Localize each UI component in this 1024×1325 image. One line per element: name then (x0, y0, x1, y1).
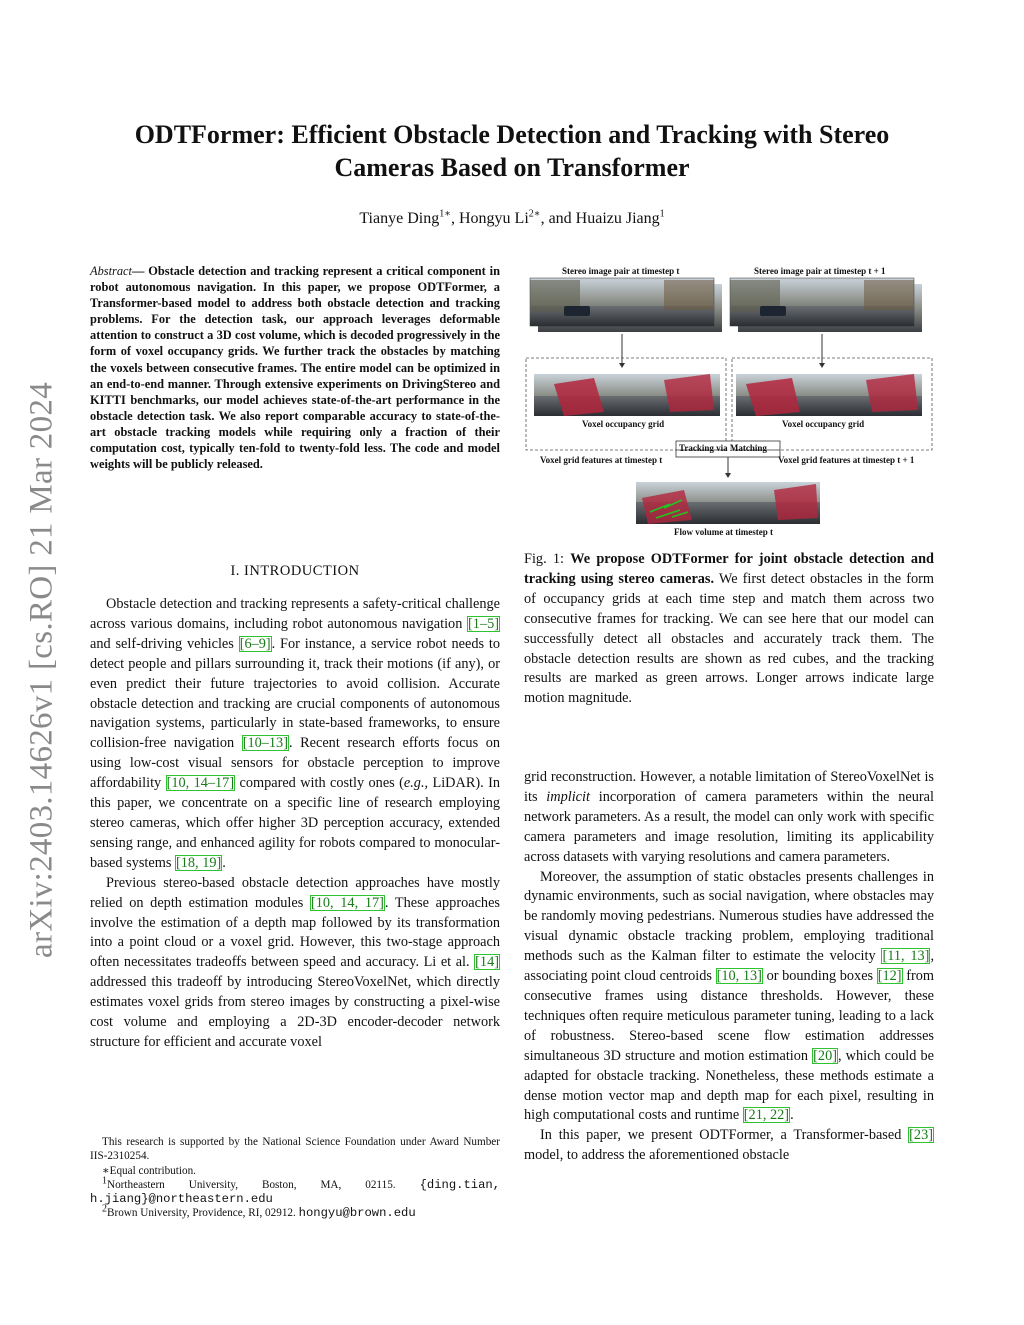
email-link[interactable]: {ding.tian, h.jiang}@northeastern.edu (90, 1177, 501, 1207)
occupancy-grid-right-image (736, 374, 922, 416)
paper-title: ODTFormer: Efficient Obstacle Detection and Tracking with Stereo Cameras Based on Transformer (134, 120, 890, 182)
citation-link[interactable]: [21, 22] (743, 1107, 790, 1124)
figure-label-occ-right: Voxel occupancy grid (782, 419, 865, 429)
email-link[interactable]: hongyu@brown.edu (298, 1206, 416, 1221)
citation-link[interactable]: [6–9] (239, 635, 271, 652)
intro-paragraph-2: Previous stereo-based obstacle detection approaches have mostly relied on depth estimation modules [10, 14, 17]. These approaches involve the estimation of a depth map followed by its transformation into a point cloud or a voxel grid. However, this two-stage approach often necessitates tradeoffs between speed and accuracy. Li et al. [14] addressed this tradeoff by introducing StereoVoxelNet, which directly estimates voxel grids from stereo images by constructing a pixel-wise cost volume and employing a 2D-3D encoder-decoder network structure for efficient and accurate voxel (90, 874, 500, 1050)
right-column-body (524, 768, 934, 1166)
footnote-equal: ∗Equal contribution. (102, 1164, 196, 1177)
occupancy-grid-left-image (534, 374, 720, 416)
figure-label-occ-left: Voxel occupancy grid (582, 419, 665, 429)
citation-link[interactable]: [10–13] (242, 735, 288, 752)
stereo-pair-right-image (730, 278, 922, 332)
footnote-affil-2: $^2$Brown University, Providence, RI, 02912. hongyu@brown.edu (102, 1203, 416, 1221)
citation-link[interactable]: [1–5] (468, 615, 499, 632)
author-list: Tianye Ding$^{1∗}$, Hongyu $Li^{2∗}$, and Huaizu Jiang$^1$ (359, 208, 665, 227)
author-1: Tianye Ding (359, 210, 440, 227)
figure-label-left-pair: Stereo image pair at timestep t (562, 266, 680, 276)
intro-paragraph-1: Obstacle detection and tracking represents a safety-critical challenge across various domains, including robot autonomous navigation [1–5] and self-driving vehicles [6–9]. For instance, a service robot needs to detect people and pillars surrounding it, track their motions (if any), or even predict their future trajectories to avoid collision. Accurate obstacle detection and tracking are crucial components of autonomous navigation systems, particularly in state-based frameworks, to ensure collision-free navigation [10–13]. Recent research efforts focus on using low-cost visual sensors for obstacle perception to improve affordability [10, 14–17] compared with costly ones (e.g., LiDAR). In this paper, we concentrate on a specific line of research employing stereo cameras, which offer higher 3D perception accuracy, extended sensing range, and enhanced agility for robots compared to monocular-based systems [18, 19]. (90, 596, 500, 871)
section-heading-introduction: I. INTRODUCTION (230, 563, 360, 579)
citation-link[interactable]: [23] (909, 1127, 933, 1144)
right-paragraph-1: grid reconstruction. However, a notable limitation of StereoVoxelNet is its implicit incorporation of camera parameters within the neural network parameters. As a result, the model can only work with specific camera parameters and image resolution, limiting its applicability across datasets with varying resolutions and camera parameters. (524, 769, 934, 865)
citation-link[interactable]: [12] (877, 968, 902, 985)
figure-label-flow: Flow volume at timestep t (674, 527, 773, 537)
stereo-pair-left-image (530, 278, 722, 332)
arxiv-identifier (12, 360, 72, 980)
figure-label-feat-right: Voxel grid features at timestep t + 1 (778, 455, 915, 465)
right-paragraph-3: In this paper, we present ODTFormer, a Transformer-based [23] model, to address the aforementioned obstacle (524, 1127, 933, 1164)
citation-link[interactable]: [11, 13] (882, 948, 930, 965)
figure-label-feat-left: Voxel grid features at timestep t (540, 455, 663, 465)
citation-link[interactable]: [14] (475, 954, 499, 971)
figure-diagram (524, 262, 934, 530)
citation-link[interactable]: [10, 14, 17] (310, 894, 384, 911)
right-paragraph-2: Moreover, the assumption of static obstacles presents challenges in dynamic environments, such as social navigation, where obstacles may be randomly moving pedestrians. Numerous studies have addressed the visual dynamic obstacle tracking problem, employing traditional methods such as the Kalman filter to estimate the velocity [11, 13], associating point cloud centroids [10, 13] or bounding boxes [12] from consecutive frames using distance thresholds. However, these techniques often require meticulous parameter tuning, leading to a lack of robustness. Stereo-based scene flow estimation addresses simultaneous 3D structure and motion estimation [20], which could be adapted for obstacle tracking. Nonetheless, these methods estimate a dense motion vector map and depth map for each pixel, resulting in high computational costs and runtime [21, 22]. (524, 868, 935, 1124)
figure-caption: Fig. 1: We propose ODTFormer for joint obstacle detection and tracking using stereo cameras. We first detect obstacles in the form of occupancy grids at each time step and match them across two consecutive frames for tracking. We can see here that our model can successfully detect all obstacles and accurately track them. The obstacle detection results are shown as red cubes, and the tracking results are marked as green arrows. Longer arrows indicate large motion magnitude. (524, 551, 934, 707)
footnote-affil-1: $^1$Northeastern University, Boston, MA, 02115. {ding.tian, h.jiang}@northeastern.edu (90, 1175, 501, 1207)
arxiv-id-text: arXiv:2403.14626v1 [cs.RO] 21 Mar 2024 (23, 382, 60, 958)
citation-link[interactable]: [18, 19] (175, 854, 222, 871)
figure-1 (524, 262, 934, 537)
citation-link[interactable]: [10, 13] (716, 968, 762, 985)
footnote-funding: This research is supported by the National Science Foundation under Award Number IIS-2310254. (90, 1136, 500, 1163)
author-2-affil: 2∗ (528, 208, 541, 220)
abstract-label: Abstract (90, 264, 132, 278)
abstract (90, 263, 500, 472)
citation-link[interactable]: [10, 14–17] (166, 775, 235, 792)
left-column-body (90, 595, 500, 1053)
figure-label-right-pair: Stereo image pair at timestep t + 1 (754, 266, 886, 276)
author-3: and Huaizu Jiang (548, 210, 660, 227)
figure-label-tracking: Tracking via Matching (679, 443, 767, 453)
flow-volume-image (636, 482, 820, 524)
abstract-text: — Obstacle detection and tracking represent a critical component in robot autonomous navigation. In this paper, we propose ODTFormer, a Transformer-based model to address both obstacle detection and tracking problems. For the detection task, our approach leverages deformable attention to construct a 3D cost volume, which is decoded progressively in the form of voxel occupancy grids. We further track the obstacles by matching the voxels between consecutive frames. The entire model can be optimized in an end-to-end manner. Through extensive experiments on DrivingStereo and KITTI benchmarks, our model achieves state-of-the-art performance in the obstacle detection task. We also report comparable accuracy to state-of-the-art obstacle tracking models while requiring only a fraction of their computation cost, typically ten-fold to twenty-fold less. The code and model weights will be publicly released. (90, 264, 500, 472)
footnotes (90, 1135, 500, 1221)
author-2: Hongyu Li (459, 210, 529, 227)
author-3-affil: 1 (659, 208, 665, 220)
citation-link[interactable]: [20] (813, 1047, 837, 1064)
author-1-affil: 1∗ (439, 208, 451, 220)
